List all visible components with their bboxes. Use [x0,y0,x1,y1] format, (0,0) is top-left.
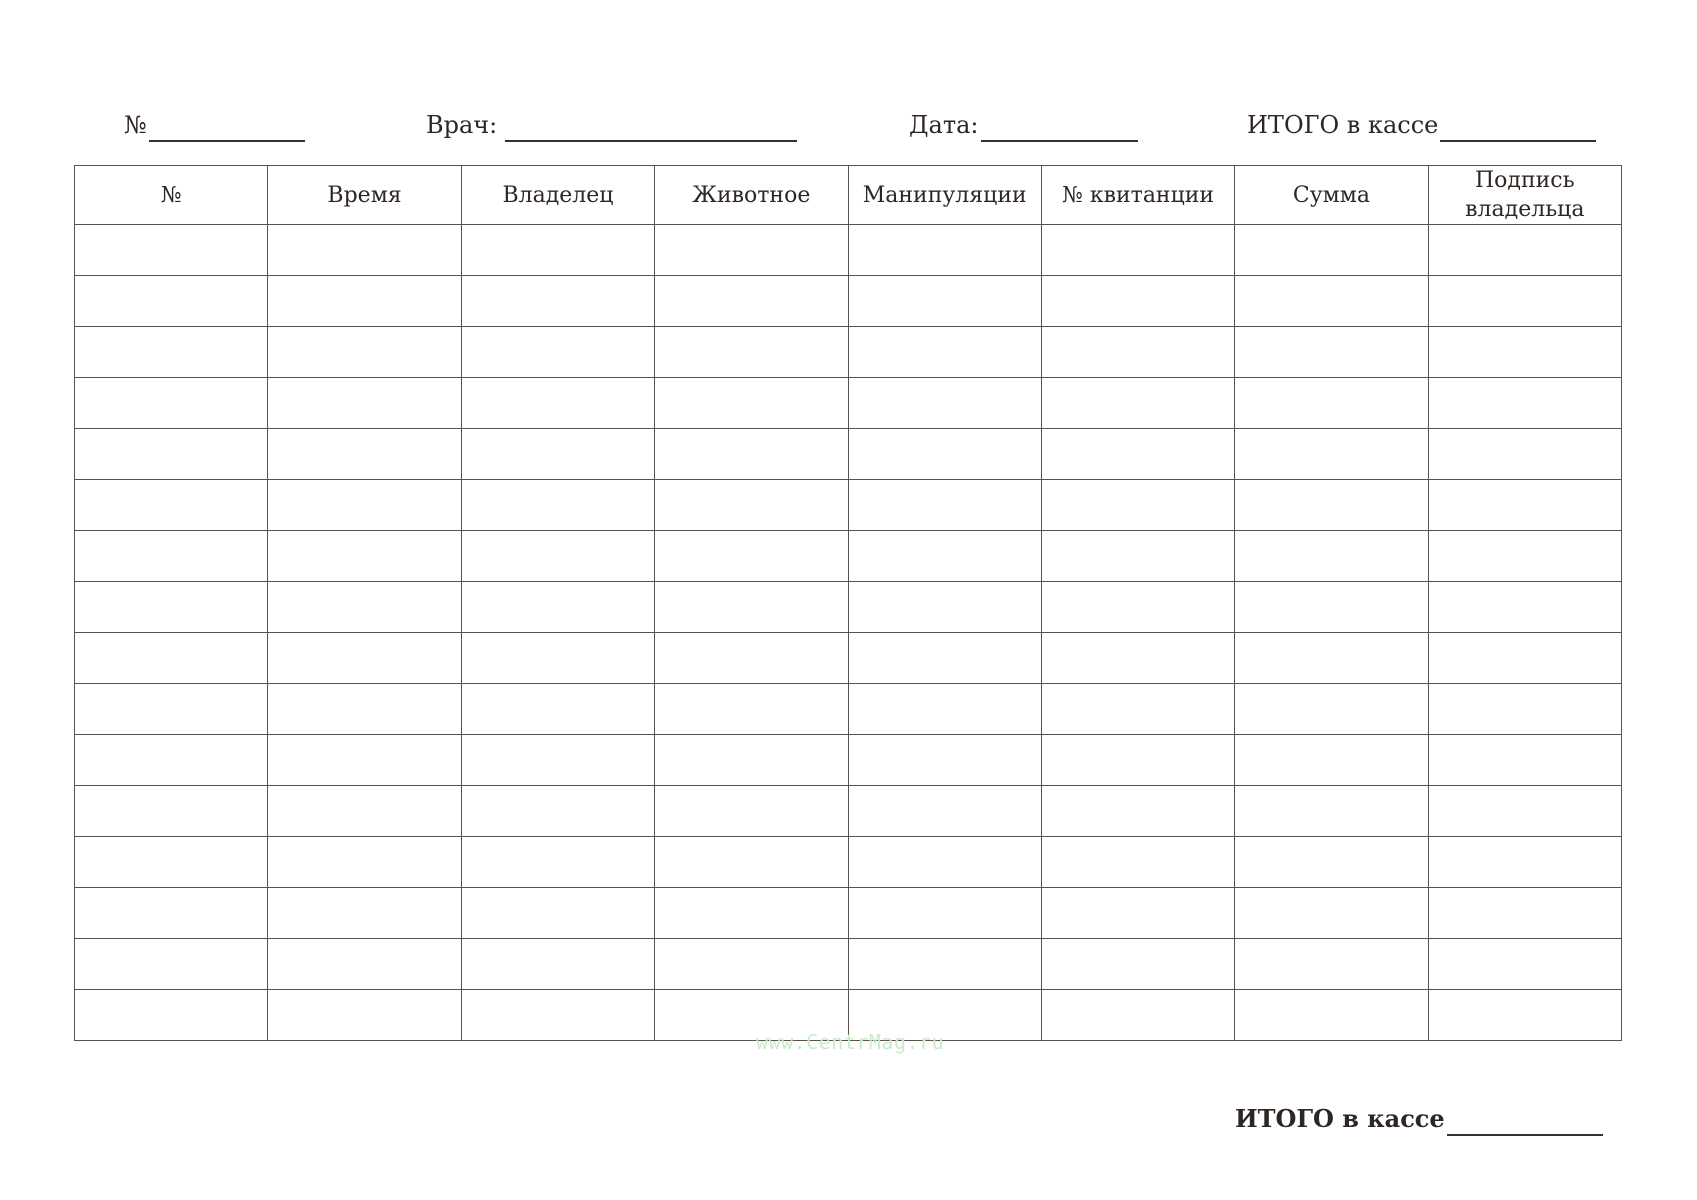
table-cell[interactable] [1428,684,1621,735]
table-cell[interactable] [655,786,848,837]
date-input-line[interactable] [981,115,1138,142]
table-cell[interactable] [848,531,1041,582]
column-header-owner-signature: Подпись владельца [1428,166,1621,225]
number-label: № [124,111,147,139]
doctor-label: Врач: [426,111,498,139]
table-cell[interactable] [1235,888,1428,939]
table-cell[interactable] [75,480,268,531]
table-cell[interactable] [1235,786,1428,837]
table-cell[interactable] [268,378,461,429]
table-row [75,480,1622,531]
table-cell[interactable] [461,276,654,327]
table-cell[interactable] [848,225,1041,276]
table-cell[interactable] [848,480,1041,531]
table-row [75,888,1622,939]
table-row [75,327,1622,378]
table-cell[interactable] [1041,786,1234,837]
table-cell[interactable] [75,531,268,582]
table-cell[interactable] [1235,378,1428,429]
table-cell[interactable] [268,531,461,582]
table-cell[interactable] [655,276,848,327]
table-row [75,837,1622,888]
table-row [75,378,1622,429]
table-cell[interactable] [1235,735,1428,786]
table-cell[interactable] [655,582,848,633]
table-cell[interactable] [268,786,461,837]
date-label: Дата: [909,111,979,139]
table-cell[interactable] [1041,276,1234,327]
header-total-input-line[interactable] [1440,115,1596,142]
footer-total-input-line[interactable] [1447,1109,1603,1136]
table-cell[interactable] [1235,684,1428,735]
table-cell[interactable] [461,939,654,990]
table-cell[interactable] [461,327,654,378]
table-body [75,225,1622,1041]
table-cell[interactable] [461,633,654,684]
table-cell[interactable] [848,837,1041,888]
table-cell[interactable] [268,225,461,276]
table-cell[interactable] [1428,378,1621,429]
table-cell[interactable] [655,837,848,888]
table-cell[interactable] [1428,735,1621,786]
column-header-procedures: Манипуляции [848,166,1041,225]
table-cell[interactable] [848,888,1041,939]
table-cell[interactable] [1041,837,1234,888]
table-cell[interactable] [655,939,848,990]
table-cell[interactable] [268,939,461,990]
table-cell[interactable] [461,429,654,480]
table-cell[interactable] [655,684,848,735]
table-cell[interactable] [461,786,654,837]
column-header-number: № [75,166,268,225]
table-cell[interactable] [655,327,848,378]
table-cell[interactable] [75,837,268,888]
doctor-field [426,108,797,142]
table-cell[interactable] [268,684,461,735]
table-cell[interactable] [268,735,461,786]
table-cell[interactable] [1235,939,1428,990]
table-cell[interactable] [1428,786,1621,837]
table-cell[interactable] [1235,531,1428,582]
table-cell[interactable] [75,735,268,786]
table-cell[interactable] [75,225,268,276]
header-total-label: ИТОГО в кассе [1247,111,1439,139]
column-header-animal: Животное [655,166,848,225]
table-cell[interactable] [268,837,461,888]
table-cell[interactable] [1041,888,1234,939]
table-cell[interactable] [655,888,848,939]
column-header-amount: Сумма [1235,166,1428,225]
table-cell[interactable] [1041,327,1234,378]
table-row [75,225,1622,276]
table-cell[interactable] [461,531,654,582]
table-cell[interactable] [75,429,268,480]
table-cell[interactable] [1041,531,1234,582]
table-cell[interactable] [461,378,654,429]
table-cell[interactable] [1428,990,1621,1041]
table-cell[interactable] [75,684,268,735]
table-cell[interactable] [848,429,1041,480]
table-cell[interactable] [655,531,848,582]
table-cell[interactable] [848,378,1041,429]
number-field [124,108,305,142]
table-cell[interactable] [268,582,461,633]
table-cell[interactable] [1041,684,1234,735]
table-cell[interactable] [848,633,1041,684]
table-cell[interactable] [1428,837,1621,888]
table-cell[interactable] [848,684,1041,735]
table-cell[interactable] [1428,225,1621,276]
table-cell[interactable] [1235,582,1428,633]
footer-total-label: ИТОГО в кассе [1235,1104,1445,1133]
table-cell[interactable] [848,582,1041,633]
number-input-line[interactable] [149,115,305,142]
table-cell[interactable] [655,429,848,480]
table-cell[interactable] [1235,480,1428,531]
table-cell[interactable] [1041,378,1234,429]
table-cell[interactable] [1428,429,1621,480]
table-cell[interactable] [75,633,268,684]
table-cell[interactable] [268,327,461,378]
table-cell[interactable] [1041,990,1234,1041]
journal-table [74,165,1622,1041]
table-cell[interactable] [461,582,654,633]
table-cell[interactable] [848,327,1041,378]
table-cell[interactable] [848,735,1041,786]
table-cell[interactable] [461,735,654,786]
table-cell[interactable] [75,327,268,378]
table-cell[interactable] [848,276,1041,327]
column-header-time: Время [268,166,461,225]
table-cell[interactable] [1428,276,1621,327]
table-cell[interactable] [268,888,461,939]
table-cell[interactable] [75,276,268,327]
table-cell[interactable] [1428,582,1621,633]
footer-total-field [1235,1102,1603,1136]
table-row [75,276,1622,327]
table-cell[interactable] [1235,429,1428,480]
table-cell[interactable] [1041,480,1234,531]
table-cell[interactable] [268,480,461,531]
table-cell[interactable] [75,786,268,837]
table-cell[interactable] [461,480,654,531]
table-cell[interactable] [655,225,848,276]
table-cell[interactable] [268,276,461,327]
table-cell[interactable] [1428,633,1621,684]
table-cell[interactable] [461,888,654,939]
table-cell[interactable] [1235,276,1428,327]
table-cell[interactable] [1428,327,1621,378]
watermark-text: www.CentrMag.ru [756,1030,945,1054]
table-cell[interactable] [1041,429,1234,480]
table-cell[interactable] [1235,837,1428,888]
doctor-input-line[interactable] [505,115,797,142]
table-cell[interactable] [268,990,461,1041]
table-row [75,684,1622,735]
table-cell[interactable] [1428,480,1621,531]
table-cell[interactable] [655,378,848,429]
table-cell[interactable] [1041,633,1234,684]
table-cell[interactable] [75,990,268,1041]
table-cell[interactable] [461,225,654,276]
date-field [909,108,1138,142]
table-row [75,939,1622,990]
table-cell[interactable] [848,786,1041,837]
table-cell[interactable] [1428,888,1621,939]
table-header-row [75,166,1622,225]
column-header-owner: Владелец [461,166,654,225]
column-header-receipt-number: № квитанции [1041,166,1234,225]
table-cell[interactable] [1235,327,1428,378]
table-cell[interactable] [1428,939,1621,990]
table-cell[interactable] [461,837,654,888]
table-row [75,429,1622,480]
table-cell[interactable] [1235,633,1428,684]
table-cell[interactable] [268,633,461,684]
table-cell[interactable] [75,582,268,633]
table-cell[interactable] [848,939,1041,990]
table-cell[interactable] [75,939,268,990]
table-cell[interactable] [268,429,461,480]
table-row [75,582,1622,633]
table-cell[interactable] [461,990,654,1041]
table-row [75,633,1622,684]
table-cell[interactable] [1235,990,1428,1041]
table-cell[interactable] [461,684,654,735]
table-cell[interactable] [75,378,268,429]
table-cell[interactable] [655,480,848,531]
header-total-field [1247,108,1596,142]
table-cell[interactable] [1428,531,1621,582]
table-row [75,786,1622,837]
table-cell[interactable] [1041,939,1234,990]
table-cell[interactable] [1041,735,1234,786]
table-cell[interactable] [1041,225,1234,276]
table-cell[interactable] [655,633,848,684]
table-row [75,735,1622,786]
table-cell[interactable] [1235,225,1428,276]
table-cell[interactable] [75,888,268,939]
table-cell[interactable] [1041,582,1234,633]
table-cell[interactable] [655,735,848,786]
table-row [75,531,1622,582]
